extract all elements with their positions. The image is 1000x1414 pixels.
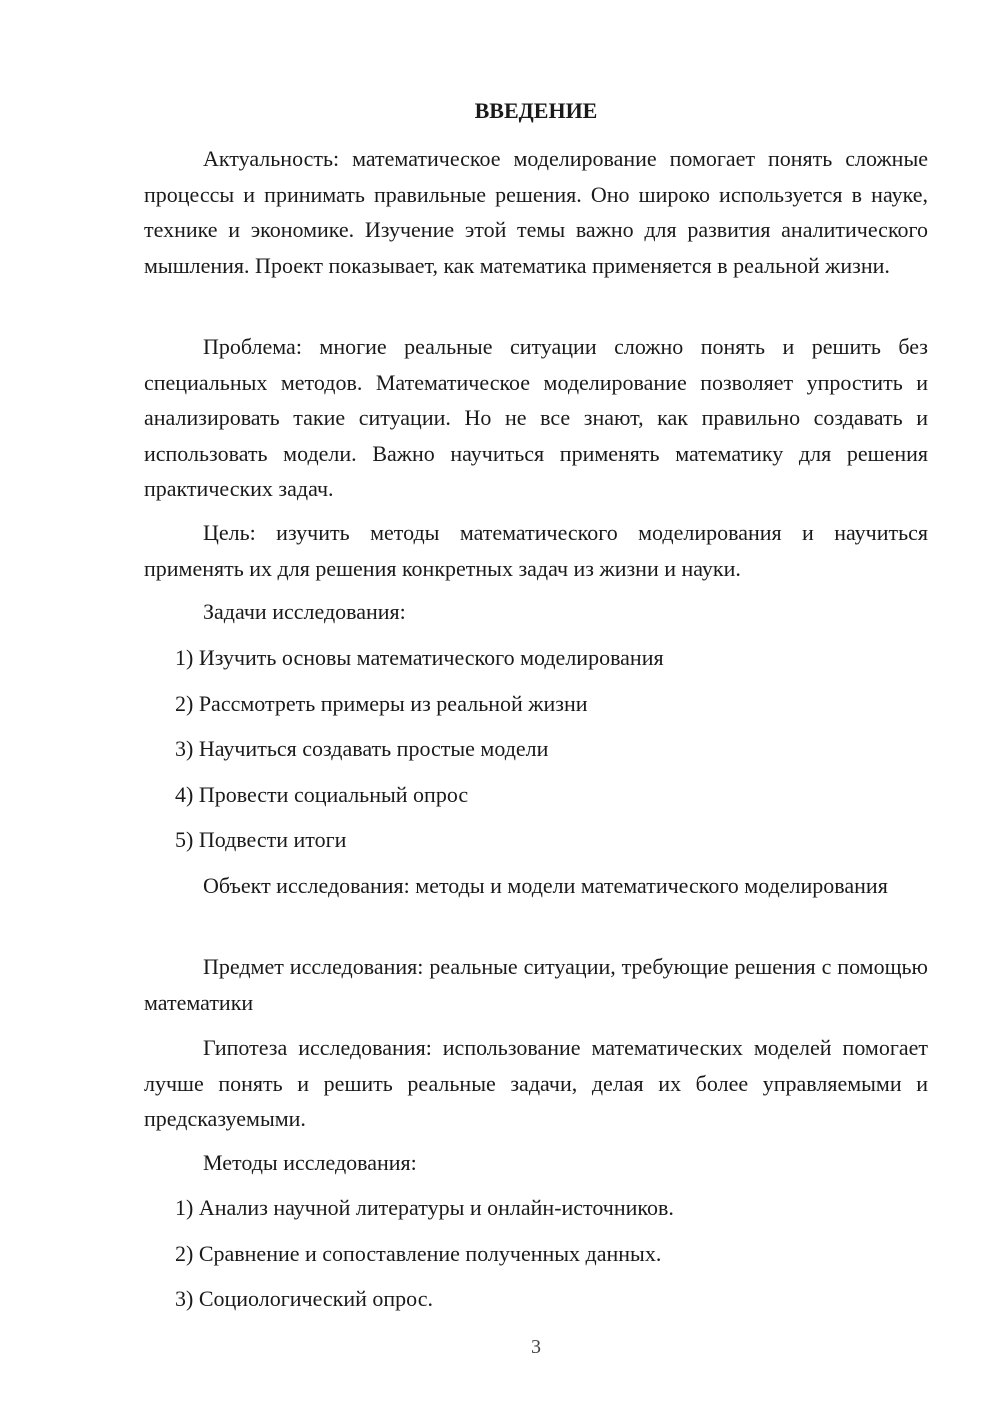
problem-paragraph: Проблема: многие реальные ситуации сложно понять и решить без специальных методов. Математическое моделирование позволяет упростить и анализировать такие ситуации. Но не все знают, как правильно создавать и использовать модели. Важно научиться применять математику для решения практических задач. bbox=[144, 334, 928, 501]
method-item: 3) Социологический опрос. bbox=[175, 1286, 433, 1311]
tasks-heading: Задачи исследования: bbox=[203, 599, 406, 624]
task-item: 4) Провести социальный опрос bbox=[175, 782, 469, 807]
relevance-paragraph: Актуальность: математическое моделирование помогает понять сложные процессы и принимать правильные решения. Оно широко используется в науке, технике и экономике. Изучение этой темы важно для развития аналитического мышления. Проект показывает, как математика применяется в реальной жизни. bbox=[144, 146, 928, 278]
hypothesis-paragraph: Гипотеза исследования: использование математических моделей помогает лучше понять и решить реальные задачи, делая их более управляемыми и предсказуемыми. bbox=[144, 1035, 928, 1131]
object-paragraph: Объект исследования: методы и модели математического моделирования bbox=[203, 873, 888, 898]
task-item: 5) Подвести итоги bbox=[175, 827, 347, 852]
method-item: 1) Анализ научной литературы и онлайн-источников. bbox=[175, 1195, 674, 1220]
page-title: ВВЕДЕНИЕ bbox=[474, 98, 598, 123]
document-page bbox=[144, 0, 928, 1414]
page-number: 3 bbox=[531, 1336, 541, 1358]
task-item: 3) Научиться создавать простые модели bbox=[175, 736, 549, 761]
subject-paragraph: Предмет исследования: реальные ситуации, требующие решения с помощью математики bbox=[144, 954, 928, 1015]
method-item: 2) Сравнение и сопоставление полученных данных. bbox=[175, 1241, 662, 1266]
goal-paragraph: Цель: изучить методы математического моделирования и научиться применять их для решения конкретных задач из жизни и науки. bbox=[144, 520, 928, 581]
methods-heading: Методы исследования: bbox=[203, 1150, 417, 1175]
task-item: 1) Изучить основы математического моделирования bbox=[175, 645, 664, 670]
task-item: 2) Рассмотреть примеры из реальной жизни bbox=[175, 691, 588, 716]
